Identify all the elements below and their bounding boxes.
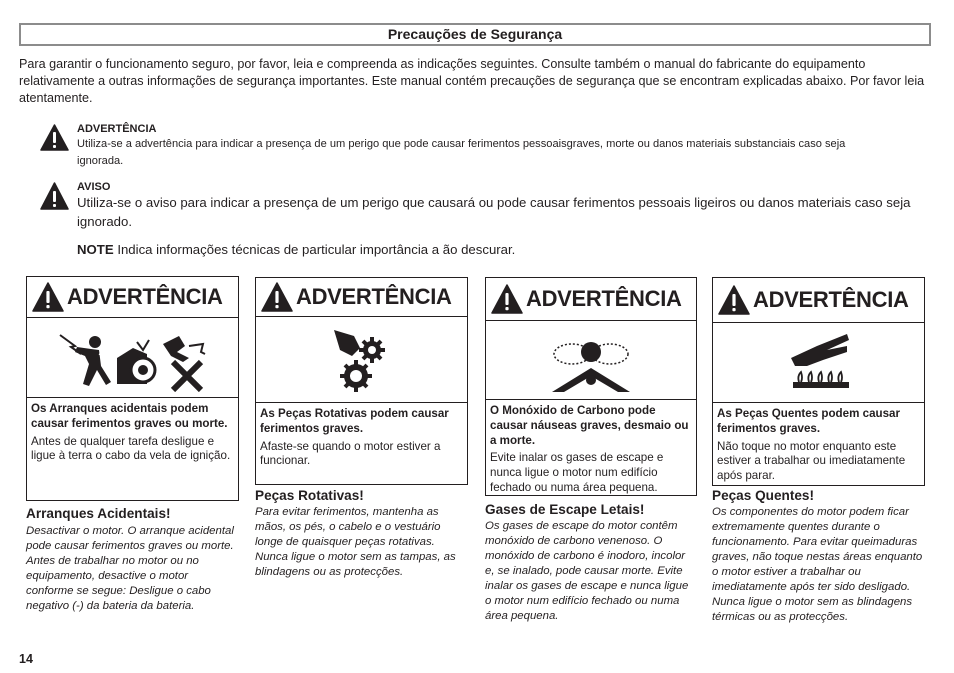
caution-label: AVISO [77, 181, 111, 193]
card-header [486, 278, 696, 321]
card-header [27, 277, 238, 318]
warning-text: Utiliza-se a advertência para indicar a presença de um perigo que pode causar ferimentos pessoaisgraves, morte ou danos materiais substanciais caso seja ignorada. [77, 138, 846, 167]
accidental-start-icon [55, 332, 211, 392]
warning-label: ADVERTÊNCIA [77, 123, 157, 135]
card-body [486, 399, 696, 501]
card-bold-text: O Monóxido de Carbono pode causar náuseas graves, desmaio ou a morte. [490, 404, 689, 447]
warning-card-rotating-parts [255, 277, 468, 485]
note-line [77, 241, 932, 260]
warning-triangle-icon [32, 282, 64, 312]
caution-triangle-icon [40, 182, 69, 210]
rotating-parts-icon [332, 326, 388, 396]
card-header-text: ADVERTÊNCIA [296, 284, 452, 309]
section-title-carbon-monoxide: Gases de Escape Letais! [485, 502, 645, 517]
warning-card-hot-parts [712, 277, 925, 486]
card-header-text: ADVERTÊNCIA [67, 284, 223, 309]
card-header [256, 278, 467, 317]
section-desc-rotating-parts: Para evitar ferimentos, mantenha as mãos, os pés, o cabelo e o vestuário longe de quaisquer peças rotativas. Nunca ligue o motor sem as tampas, as blindagens ou as protecções. [255, 506, 456, 578]
card-bold-text: Os Arranques acidentais podem causar ferimentos graves ou morte. [31, 402, 228, 430]
carbon-monoxide-icon [550, 338, 632, 394]
card-text: Afaste-se quando o motor estiver a funcionar. [260, 439, 441, 468]
note-text: Indica informações técnicas de particular importância a ão descurar. [117, 242, 516, 257]
caution-text: Utiliza-se o aviso para indicar a presença de um perigo que causará ou pode causar ferimentos pessoais ligeiros ou danos materiais caso seja ignorado. [77, 195, 911, 229]
warning-triangle-icon [40, 124, 69, 151]
section-title-accidental-starts: Arranques Acidentais! [26, 506, 171, 521]
card-header-text: ADVERTÊNCIA [753, 287, 909, 312]
card-body [256, 402, 467, 490]
intro-paragraph: Para garantir o funcionamento seguro, por favor, leia e compreenda as indicações seguintes. Consulte também o manual do fabricante do equipamento relativamente a outras informações de segurança importantes. Este manual contém precauções de segurança que se encontram explicadas abaixo. Por favor leia atentamente. [19, 57, 925, 105]
card-bold-text: As Peças Quentes podem causar ferimentos graves. [717, 407, 901, 435]
card-bold-text: As Peças Rotativas podem causar ferimentos graves. [260, 407, 449, 435]
page-title-box [19, 23, 931, 46]
section-title-rotating-parts: Peças Rotativas! [255, 488, 364, 503]
card-text: Evite inalar os gases de escape e nunca ligue o motor num edifício fechado ou numa área pequena. [490, 451, 664, 494]
note-label: NOTE [77, 242, 114, 257]
warning-triangle-icon [718, 285, 750, 315]
page-title: Precauções de Segurança [387, 26, 563, 42]
warning-triangle-icon [491, 284, 523, 314]
section-desc-accidental-starts: Desactivar o motor. O arranque acidental pode causar ferimentos graves ou morte. Antes de trabalhar no motor ou no equipamento, desactive o motor conforme se segue: Desligue o cabo negativo (-) da bateria da bateria. [26, 525, 234, 612]
warning-card-accidental-starts [26, 276, 239, 501]
section-desc-carbon-monoxide: Os gases de escape do motor contêm monóxido de carbono venenoso. O monóxido de carbono é inodoro, incolor e, se inalado, pode causar morte. Evite inalar os gases de escape e nunca ligue o motor num edifício fechado ou numa área pequena. [485, 520, 689, 622]
page-number: 14 [19, 652, 33, 666]
card-text: Não toque no motor enquanto este estiver a trabalhar ou imediatamente após parar. [717, 439, 906, 483]
section-title-hot-parts: Peças Quentes! [712, 488, 814, 503]
card-body [27, 397, 238, 506]
card-header-text: ADVERTÊNCIA [526, 286, 682, 311]
card-header [713, 278, 924, 323]
warning-triangle-icon [261, 282, 293, 312]
hot-parts-icon [787, 332, 855, 390]
warning-card-carbon-monoxide [485, 277, 697, 496]
card-body [713, 402, 924, 491]
card-text: Antes de qualquer tarefa desligue e ligue à terra o cabo da vela de ignição. [31, 434, 231, 463]
section-desc-hot-parts: Os componentes do motor podem ficar extremamente quentes durante o funcionamento. Para evitar queimaduras graves, não toque nestas áreas enquanto o motor estiver a trabalhar ou imediatamente após ter sido desligado. Nunca ligue o motor sem as blindagens térmicas ou as protecções. [712, 506, 923, 623]
